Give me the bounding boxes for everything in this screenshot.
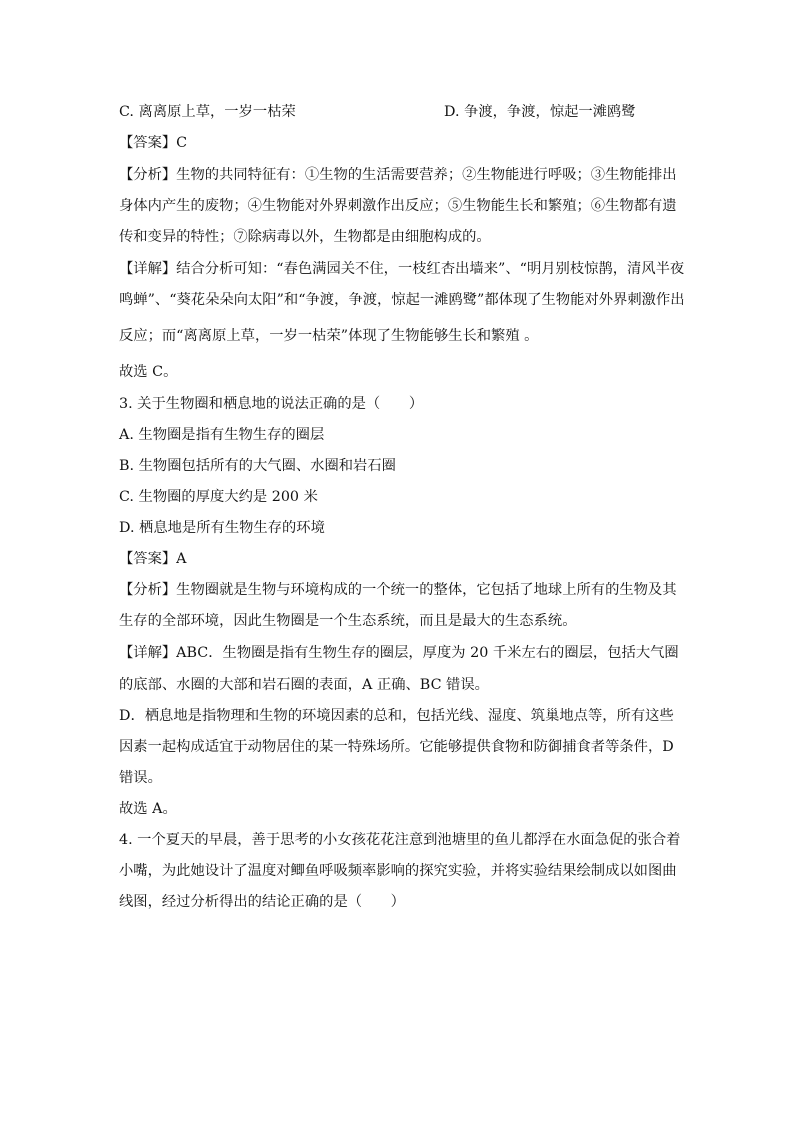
q2-analysis-line-3: 传和变异的特性；⑦除病毒以外，生物都是由细胞构成的。 bbox=[119, 229, 491, 245]
q2-detail-line-3: 反应；而“离离原上草，一岁一枯荣”体现了生物能够生长和繁殖 。 bbox=[119, 328, 539, 344]
q3-option-a: A. 生物圈是指有生物生存的圈层 bbox=[119, 427, 325, 443]
q3-detail-line-2: 的底部、水圈的大部和岩石圈的表面，A 正确、BC 错误。 bbox=[119, 677, 489, 693]
q3-detail-line-1: 【详解】ABC．生物圈是指有生物生存的圈层，厚度为 20 千米左右的圈层，包括大气圈 bbox=[119, 645, 679, 661]
q4-stem-line-3: 线图，经过分析得出的结论正确的是（ ） bbox=[119, 894, 405, 910]
q2-detail-line-2: 鸣蝉”、“葵花朵朵向太阳”和“争渡，争渡，惊起一滩鸥鹭”都体现了生物能对外界刺激作出 bbox=[119, 292, 685, 308]
q3-option-b: B. 生物圈包括所有的大气圈、水圈和岩石圈 bbox=[119, 458, 396, 474]
q2-analysis-line-1: 【分析】生物的共同特征有：①生物的生活需要营养；②生物能进行呼吸；③生物能排出 bbox=[119, 167, 677, 183]
q2-option-c: C. 离离原上草，一岁一枯荣 bbox=[119, 104, 296, 120]
q2-choice: 故选 C。 bbox=[119, 364, 178, 380]
q3-detail-line-3: D．栖息地是指物理和生物的环境因素的总和，包括光线、湿度、筑巢地点等，所有这些 bbox=[119, 708, 674, 724]
q3-detail-line-4: 因素一起构成适宜于动物居住的某一特殊场所。它能够提供食物和防御捕食者等条件，D bbox=[119, 739, 674, 755]
q2-analysis-line-2: 身体内产生的废物；④生物能对外界刺激作出反应；⑤生物能生长和繁殖；⑥生物都有遗 bbox=[119, 198, 677, 214]
q2-detail-line-1: 【详解】结合分析可知：“春色满园关不住，一枝红杏出墙来”、“明月别枝惊鹊，清风半夜 bbox=[119, 261, 685, 277]
q3-detail-line-5: 错误。 bbox=[119, 770, 162, 786]
q3-analysis-line-1: 【分析】生物圈就是生物与环境构成的一个统一的整体，它包括了地球上所有的生物及其 bbox=[119, 582, 677, 598]
q3-stem: 3. 关于生物圈和栖息地的说法正确的是（ ） bbox=[119, 396, 424, 412]
q2-option-d: D. 争渡，争渡，惊起一滩鸥鹭 bbox=[444, 104, 636, 120]
q3-answer: 【答案】A bbox=[119, 551, 187, 567]
q4-stem-line-1: 4. 一个夏天的早晨，善于思考的小女孩花花注意到池塘里的鱼儿都浮在水面急促的张合着 bbox=[119, 832, 681, 848]
q4-stem-line-2: 小嘴，为此她设计了温度对鲫鱼呼吸频率影响的探究实验，并将实验结果绘制成以如图曲 bbox=[119, 863, 677, 879]
q3-option-c: C. 生物圈的厚度大约是 200 米 bbox=[119, 489, 318, 505]
q3-analysis-line-2: 生存的全部环境，因此生物圈是一个生态系统，而且是最大的生态系统。 bbox=[119, 613, 577, 629]
q2-answer: 【答案】C bbox=[119, 135, 188, 151]
q3-choice: 故选 A。 bbox=[119, 801, 177, 817]
q3-option-d: D. 栖息地是所有生物生存的环境 bbox=[119, 520, 325, 536]
